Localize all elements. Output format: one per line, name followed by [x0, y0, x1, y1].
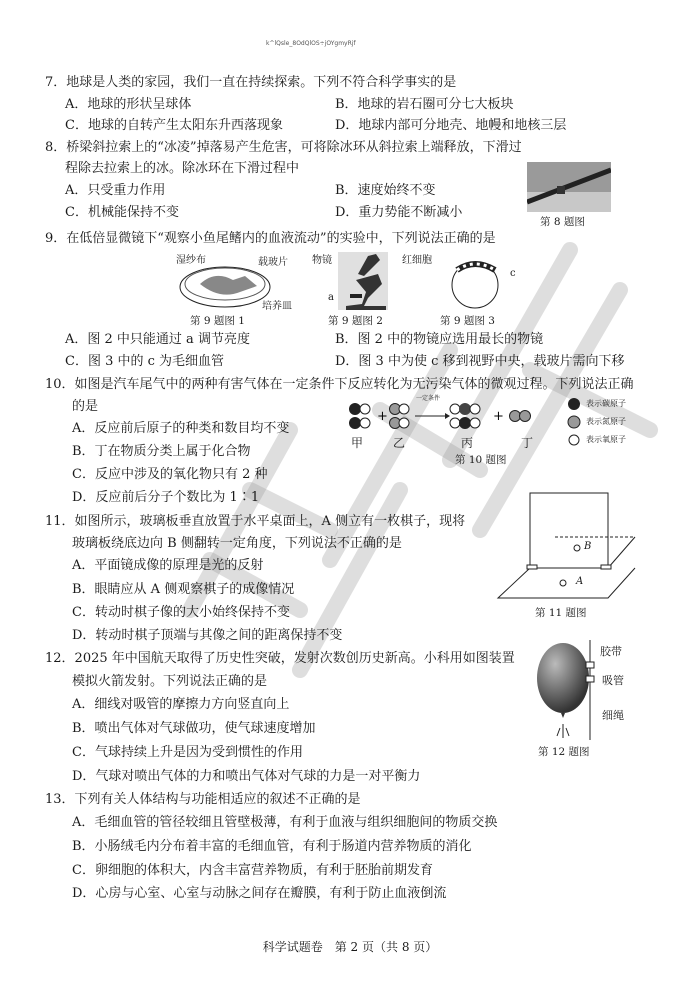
q9-label-red-blood-cell: 红细胞 — [402, 255, 432, 266]
q10-option-d: D．反应前后分子个数比为 1∶1 — [72, 490, 260, 505]
q9-fig1-caption: 第 9 题图 1 — [190, 315, 245, 327]
page-footer: 科学试题卷 第 2 页（共 8 页） — [262, 940, 438, 954]
q10-option-b: B．丁在物质分类上属于化合物 — [72, 444, 251, 459]
q9-stem: 9．在低倍显微镜下“观察小鱼尾鳍内的血液流动”的实验中，下列说法正确的是 — [45, 231, 496, 246]
q11-option-c: C．转动时棋子像的大小始终保持不变 — [72, 605, 290, 620]
q9-label-slide: 载玻片 — [258, 257, 288, 268]
q7-option-d: D．地球内部可分地壳、地幔和地核三层 — [335, 118, 567, 133]
q13-option-a: A．毛细血管的管径较细且管壁极薄，有利于血液与组织细胞间的物质交换 — [72, 815, 498, 830]
q11-option-b: B．眼睛应从 A 侧观察棋子的成像情况 — [72, 582, 295, 597]
q10-species-jia: 甲 — [351, 436, 364, 450]
q13-option-b: B．小肠绒毛内分布着丰富的毛细血管，有利于肠道内营养物质的消化 — [72, 839, 472, 854]
q8-bridge-photo — [527, 162, 611, 212]
q9-fig3-caption: 第 9 题图 3 — [440, 315, 495, 327]
q10-reaction-diagram — [345, 402, 545, 432]
q10-species-yi: 乙 — [393, 436, 406, 450]
q9-option-b: B．图 2 中的物镜应选用最长的物镜 — [335, 332, 544, 347]
q10-caption: 第 10 题图 — [455, 454, 507, 466]
q8-option-d: D．重力势能不断减小 — [335, 205, 463, 220]
q10-condition: 一定条件 — [416, 395, 441, 402]
q8-option-c: C．机械能保持不变 — [65, 205, 179, 220]
q10-legend-nitrogen: 表示氮原子 — [586, 417, 626, 426]
q10-species-bing: 丙 — [461, 436, 474, 450]
q10-legend-carbon: 表示碳原子 — [586, 399, 626, 408]
q11-option-d: D．转动时棋子顶端与其像之间的距离保持不变 — [72, 628, 343, 643]
q11-caption: 第 11 题图 — [535, 607, 587, 619]
q9-option-c: C．图 3 中的 c 为毛细血管 — [65, 354, 225, 369]
q9-label-c: c — [510, 268, 516, 279]
q11-label-b: B — [584, 541, 592, 552]
q8-option-a: A．只受重力作用 — [65, 183, 166, 198]
q7-option-a: A．地球的形状呈球体 — [65, 97, 192, 112]
q12-balloon-figure — [530, 640, 600, 740]
q9-label-dish: 培养皿 — [262, 301, 292, 312]
q10-legend-atoms — [566, 396, 582, 448]
q8-option-b: B．速度始终不变 — [335, 183, 436, 198]
q11-stem-1: 11．如图所示，玻璃板垂直放置于水平桌面上，A 侧立有一枚棋子，现将 — [45, 514, 466, 529]
q12-option-d: D．气球对喷出气体的力和喷出气体对气球的力是一对平衡力 — [72, 769, 421, 784]
q11-stem-2: 玻璃板绕底边向 B 侧翻转一定角度，下列说法不正确的是 — [72, 536, 402, 551]
header-code: k^lQsle_8OdQlOS÷jOYgmyRjf — [266, 40, 356, 47]
svg-text:+: + — [493, 409, 504, 424]
svg-text:+: + — [377, 409, 388, 424]
q7-stem: 7．地球是人类的家园，我们一直在持续探索。下列不符合科学事实的是 — [45, 75, 457, 90]
q9-option-d: D．图 3 中为使 c 移到视野中央，载玻片需向下移 — [335, 354, 625, 369]
q10-legend-oxygen: 表示氧原子 — [586, 435, 626, 444]
q12-option-a: A．细线对吸管的摩擦力方向竖直向上 — [72, 697, 290, 712]
q7-option-c: C．地球的自转产生太阳东升西落现象 — [65, 118, 283, 133]
q9-label-wet-gauze: 湿纱布 — [176, 255, 206, 266]
q12-label-tape: 胶带 — [600, 645, 622, 658]
q12-label-straw: 吸管 — [602, 674, 624, 687]
q9-fig2-caption: 第 9 题图 2 — [328, 315, 383, 327]
q9-microscope-figure — [338, 252, 388, 310]
q10-option-a: A．反应前后原子的种类和数目均不变 — [72, 421, 290, 436]
q11-glass-plate-figure — [495, 490, 640, 602]
q11-label-a: A — [576, 576, 584, 587]
q9-option-a: A．图 2 中只能通过 a 调节亮度 — [65, 332, 250, 347]
q12-option-c: C．气球持续上升是因为受到惯性的作用 — [72, 745, 303, 760]
q12-caption: 第 12 题图 — [538, 746, 590, 758]
q8-stem-2: 程除去拉索上的冰。除冰环在下滑过程中 — [65, 161, 300, 176]
q10-stem-2: 的是 — [72, 399, 99, 414]
q12-stem-2: 模拟火箭发射。下列说法正确的是 — [72, 674, 268, 689]
q10-species-ding: 丁 — [521, 436, 534, 450]
q8-stem-1: 8．桥梁斜拉索上的“冰凌”掉落易产生危害，可将除冰环从斜拉索上端释放，下滑过 — [45, 140, 522, 155]
q10-stem-1: 10．如图是汽车尾气中的两种有害气体在一定条件下反应转化为无污染气体的微观过程。下列说法正确 — [45, 377, 634, 392]
q9-label-a: a — [328, 292, 334, 303]
q9-label-objective: 物镜 — [312, 255, 332, 266]
q13-option-d: D．心房与心室、心室与动脉之间存在瓣膜，有利于防止血液倒流 — [72, 886, 447, 901]
q7-option-b: B．地球的岩石圈可分七大板块 — [335, 97, 514, 112]
q9-field-of-view-figure — [440, 258, 510, 310]
q10-option-c: C．反应中涉及的氧化物只有 2 种 — [72, 467, 268, 482]
q8-caption: 第 8 题图 — [540, 216, 585, 228]
q13-stem: 13．下列有关人体结构与功能相适应的叙述不正确的是 — [45, 792, 361, 807]
q13-option-c: C．卵细胞的体积大，内含丰富营养物质，有利于胚胎前期发育 — [72, 863, 433, 878]
q11-option-a: A．平面镜成像的原理是光的反射 — [72, 558, 264, 573]
q12-option-b: B．喷出气体对气球做功，使气球速度增加 — [72, 721, 316, 736]
q12-stem-1: 12．2025 年中国航天取得了历史性突破，发射次数创历史新高。小科用如图装置 — [45, 651, 515, 666]
q12-label-string: 细绳 — [602, 709, 624, 722]
